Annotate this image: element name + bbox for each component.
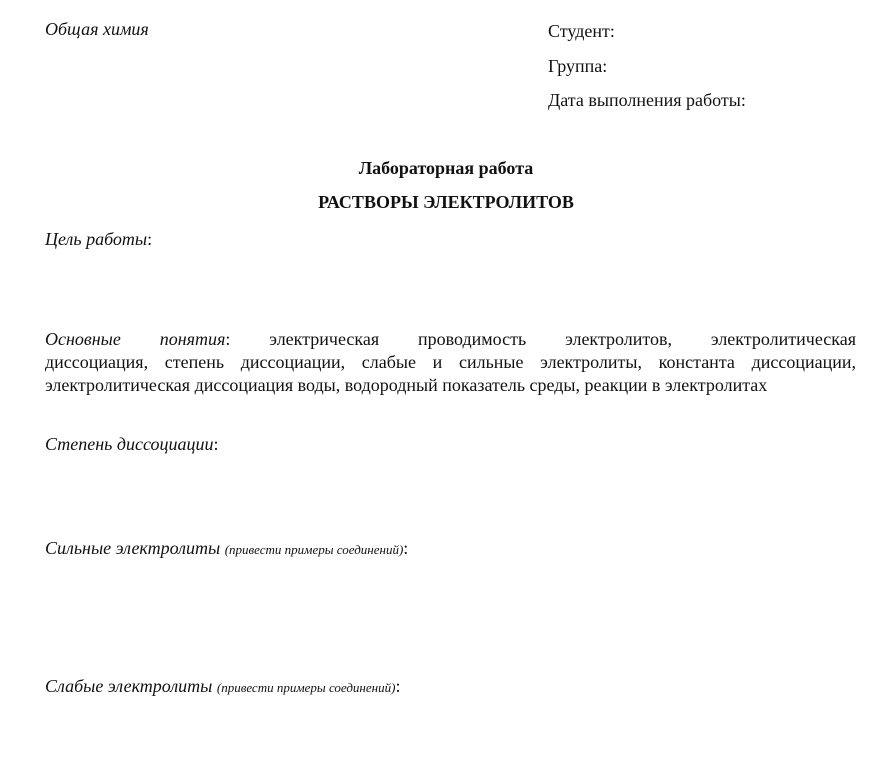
strong-electrolytes-label: Сильные электролиты <box>45 538 221 558</box>
concepts-line-1-text: электрическая проводимость электролитов, электролитическая <box>230 329 856 349</box>
goal-label: Цель работы <box>45 229 148 249</box>
topic-title: РАСТВОРЫ ЭЛЕКТРОЛИТОВ <box>318 192 574 212</box>
weak-electrolytes-hint: (привести примеры соединений) <box>216 680 396 695</box>
dissociation-degree-label: Степень диссоциации <box>45 434 214 454</box>
strong-electrolytes-section <box>45 538 408 559</box>
concepts-colon: : <box>225 329 231 349</box>
concepts-line-2: диссоциация, степень диссоциации, слабые и сильные электролиты, константа диссоциации, <box>45 352 856 372</box>
weak-electrolytes-section <box>45 676 400 697</box>
weak-electrolytes-colon: : <box>395 676 401 696</box>
concepts-line-3: электролитическая диссоциация воды, водородный показатель среды, реакции в электролитах <box>45 375 768 395</box>
group-label: Группа: <box>548 56 608 76</box>
student-label: Студент: <box>548 21 615 41</box>
weak-electrolytes-label: Слабые электролиты <box>45 676 213 696</box>
dissociation-degree-colon: : <box>213 434 219 454</box>
subject-name: Общая химия <box>45 19 149 39</box>
strong-electrolytes-colon: : <box>403 538 409 558</box>
lab-title: Лабораторная работа <box>358 158 534 178</box>
concepts-line-1 <box>45 328 856 351</box>
goal-section <box>45 229 152 250</box>
goal-colon: : <box>147 229 153 249</box>
dissociation-degree-section <box>45 434 219 455</box>
date-label: Дата выполнения работы: <box>548 90 746 110</box>
strong-electrolytes-hint: (привести примеры соединений) <box>224 542 404 557</box>
concepts-label: Основные понятия <box>45 329 226 349</box>
concepts-paragraph <box>45 328 856 397</box>
